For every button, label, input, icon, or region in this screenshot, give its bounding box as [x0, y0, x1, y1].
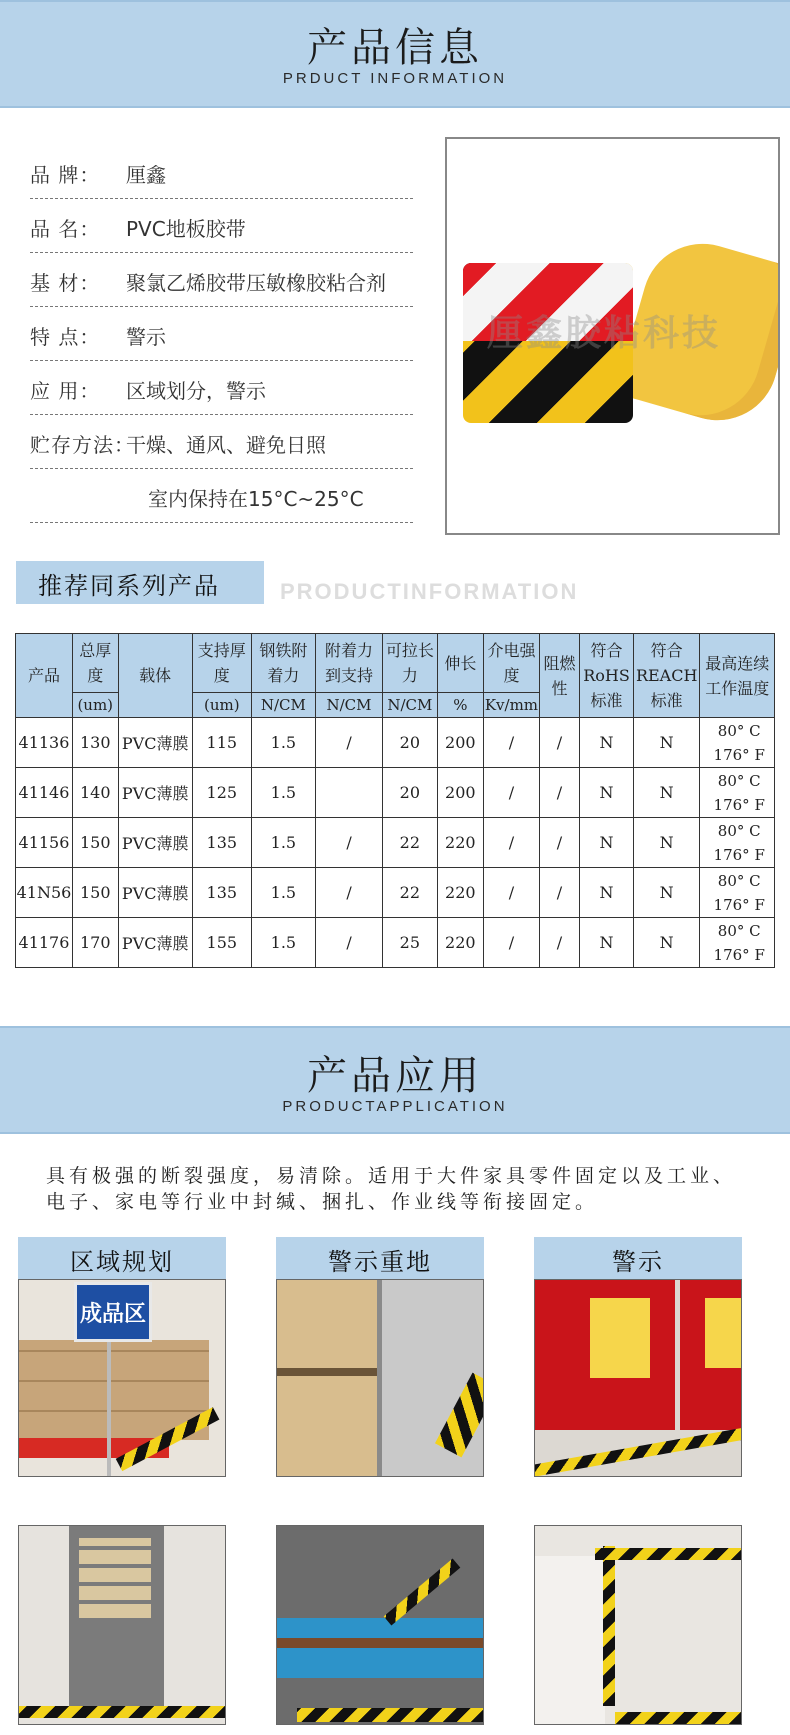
table-cell: PVC薄膜 — [118, 868, 192, 918]
tile-photo-extinguisher — [534, 1279, 742, 1477]
table-cell-temperature — [700, 718, 775, 768]
col-header: 附着力到支持 — [315, 634, 382, 693]
col-unit: N/CM — [383, 693, 438, 718]
info-value: 干燥、通风、避免日照 — [126, 433, 326, 457]
table-cell: N — [580, 718, 634, 768]
table-cell: / — [483, 768, 539, 818]
col-header: 钢铁附着力 — [251, 634, 315, 693]
table-cell: 41136 — [16, 718, 73, 768]
table-cell: N — [580, 868, 634, 918]
temp-fahrenheit: 176° F — [713, 895, 765, 914]
col-unit: % — [437, 693, 483, 718]
app-description: 具有极强的断裂强度，易清除。适用于大件家具零件固定以及工业、电子、家电等行业中封缄、捆扎、作业线等衔接固定。 — [46, 1165, 737, 1213]
table-cell: 20 — [383, 768, 438, 818]
table-cell: 1.5 — [251, 918, 315, 968]
tile-label: 警示重地 — [276, 1237, 484, 1279]
tile-warning — [534, 1237, 742, 1477]
table-cell: 22 — [383, 868, 438, 918]
spec-table — [15, 633, 775, 968]
table-cell: 200 — [437, 768, 483, 818]
table-cell: 1.5 — [251, 868, 315, 918]
table-cell: N — [633, 818, 699, 868]
table-row — [16, 868, 775, 918]
info-list — [30, 145, 413, 523]
tile-photo-pallet — [276, 1279, 484, 1477]
col-header: 伸长 — [437, 634, 483, 693]
tile-label: 警示 — [534, 1237, 742, 1279]
table-cell: 220 — [437, 918, 483, 968]
tile-wall-corner — [534, 1525, 742, 1725]
table-cell: 220 — [437, 818, 483, 868]
table-cell: N — [580, 768, 634, 818]
table-cell: N — [580, 918, 634, 968]
col-header: 符合REACH标准 — [633, 634, 699, 718]
table-cell: 125 — [192, 768, 251, 818]
col-header: 最高连续工作温度 — [700, 634, 775, 718]
col-header: 符合RoHS标准 — [580, 634, 634, 718]
table-cell: 41146 — [16, 768, 73, 818]
info-header-subtitle: PRDUCT INFORMATION — [282, 70, 508, 87]
temp-fahrenheit: 176° F — [713, 795, 765, 814]
table-cell: PVC薄膜 — [118, 718, 192, 768]
spec-header-row — [16, 634, 775, 693]
table-cell: N — [633, 868, 699, 918]
temp-fahrenheit: 176° F — [713, 745, 765, 764]
table-cell: PVC薄膜 — [118, 918, 192, 968]
app-header-band — [0, 1026, 790, 1134]
info-key: 品 名： — [30, 217, 101, 241]
table-cell: 22 — [383, 818, 438, 868]
table-cell: 115 — [192, 718, 251, 768]
spec-table-body — [16, 718, 775, 968]
info-row-storage — [30, 415, 413, 469]
info-value: 警示 — [126, 325, 166, 349]
info-key: 基 材： — [30, 271, 101, 295]
info-value: 聚氯乙烯胶带压敏橡胶粘合剂 — [126, 271, 386, 295]
tile-zone-planning — [18, 1237, 226, 1477]
table-cell: / — [483, 718, 539, 768]
col-header: 载体 — [118, 634, 192, 718]
table-row — [16, 718, 775, 768]
info-row-application — [30, 361, 413, 415]
temp-celsius: 80° C — [717, 821, 761, 840]
info-key: 贮存方法： — [30, 433, 135, 457]
table-cell: 135 — [192, 818, 251, 868]
app-header-title: 产品应用 — [307, 1053, 483, 1099]
info-value: 厘鑫 — [126, 163, 166, 187]
table-cell: N — [633, 918, 699, 968]
table-cell: 20 — [383, 718, 438, 768]
temp-celsius: 80° C — [717, 921, 761, 940]
info-row-brand — [30, 145, 413, 199]
info-value: PVC地板胶带 — [126, 217, 246, 241]
info-key: 品 牌： — [30, 163, 101, 187]
temp-fahrenheit: 176° F — [713, 945, 765, 964]
table-cell: 41156 — [16, 818, 73, 868]
tile-warning-area — [276, 1237, 484, 1477]
table-cell: / — [483, 868, 539, 918]
table-cell-temperature — [700, 818, 775, 868]
info-row-feature — [30, 307, 413, 361]
table-cell: 155 — [192, 918, 251, 968]
tile-photo-warehouse — [18, 1279, 226, 1477]
info-row-storage-temp — [30, 469, 413, 523]
info-header-band — [0, 0, 790, 108]
table-cell: / — [483, 818, 539, 868]
table-cell: 41N56 — [16, 868, 73, 918]
info-value: 区域划分，警示 — [126, 379, 266, 403]
col-header: 阻燃性 — [539, 634, 579, 718]
table-cell-temperature — [700, 768, 775, 818]
tile-display-stand — [18, 1525, 226, 1725]
col-header: 总厚度 — [72, 634, 118, 693]
info-row-material — [30, 253, 413, 307]
table-cell-temperature — [700, 868, 775, 918]
table-cell: 1.5 — [251, 718, 315, 768]
table-cell: / — [483, 918, 539, 968]
table-cell: 140 — [72, 768, 118, 818]
table-cell: N — [633, 718, 699, 768]
series-title: 推荐同系列产品 — [16, 561, 264, 604]
series-subtitle: PRODUCTINFORMATION — [280, 579, 579, 604]
table-cell: PVC薄膜 — [118, 768, 192, 818]
table-cell: 200 — [437, 718, 483, 768]
table-cell: 220 — [437, 868, 483, 918]
tile-conveyor — [276, 1525, 484, 1725]
tile-label: 区域规划 — [18, 1237, 226, 1279]
info-header-title: 产品信息 — [307, 25, 483, 71]
table-cell: / — [315, 818, 382, 868]
table-row — [16, 768, 775, 818]
col-unit: Kv/mm — [483, 693, 539, 718]
temp-celsius: 80° C — [717, 721, 761, 740]
zone-sign: 成品区 — [74, 1282, 152, 1342]
table-cell: / — [539, 818, 579, 868]
table-cell: 1.5 — [251, 768, 315, 818]
photo-watermark: 厘鑫胶粘科技 — [487, 313, 722, 354]
table-cell-temperature — [700, 918, 775, 968]
table-row — [16, 818, 775, 868]
info-value: 室内保持在15°C~25°C — [148, 487, 364, 511]
temp-celsius: 80° C — [717, 871, 761, 890]
col-header: 支持厚度 — [192, 634, 251, 693]
temp-celsius: 80° C — [717, 771, 761, 790]
table-cell: / — [315, 718, 382, 768]
table-row — [16, 918, 775, 968]
table-cell: / — [539, 918, 579, 968]
tile-photo-conveyor — [276, 1525, 484, 1725]
col-header: 介电强度 — [483, 634, 539, 693]
table-cell: 1.5 — [251, 818, 315, 868]
table-cell: PVC薄膜 — [118, 818, 192, 868]
temp-fahrenheit: 176° F — [713, 845, 765, 864]
table-cell: / — [539, 868, 579, 918]
product-photo — [445, 137, 780, 535]
col-unit: N/CM — [315, 693, 382, 718]
table-cell: 41176 — [16, 918, 73, 968]
info-row-name — [30, 199, 413, 253]
info-key: 特 点： — [30, 325, 101, 349]
app-header-subtitle: PRODUCTAPPLICATION — [282, 1098, 508, 1115]
table-cell: / — [539, 768, 579, 818]
info-key: 应 用： — [30, 379, 101, 403]
tile-photo-display-stand — [18, 1525, 226, 1725]
col-unit: (um) — [192, 693, 251, 718]
table-cell: N — [580, 818, 634, 868]
table-cell: N — [633, 768, 699, 818]
table-cell: / — [539, 718, 579, 768]
table-cell: / — [315, 918, 382, 968]
col-header: 产品 — [16, 634, 73, 718]
table-cell: / — [315, 868, 382, 918]
table-cell: 130 — [72, 718, 118, 768]
table-cell — [315, 768, 382, 818]
tile-photo-wall-corner — [534, 1525, 742, 1725]
table-cell: 135 — [192, 868, 251, 918]
col-unit: (um) — [72, 693, 118, 718]
col-header: 可拉长力 — [383, 634, 438, 693]
table-cell: 25 — [383, 918, 438, 968]
table-cell: 150 — [72, 818, 118, 868]
col-unit: N/CM — [251, 693, 315, 718]
table-cell: 170 — [72, 918, 118, 968]
table-cell: 150 — [72, 868, 118, 918]
